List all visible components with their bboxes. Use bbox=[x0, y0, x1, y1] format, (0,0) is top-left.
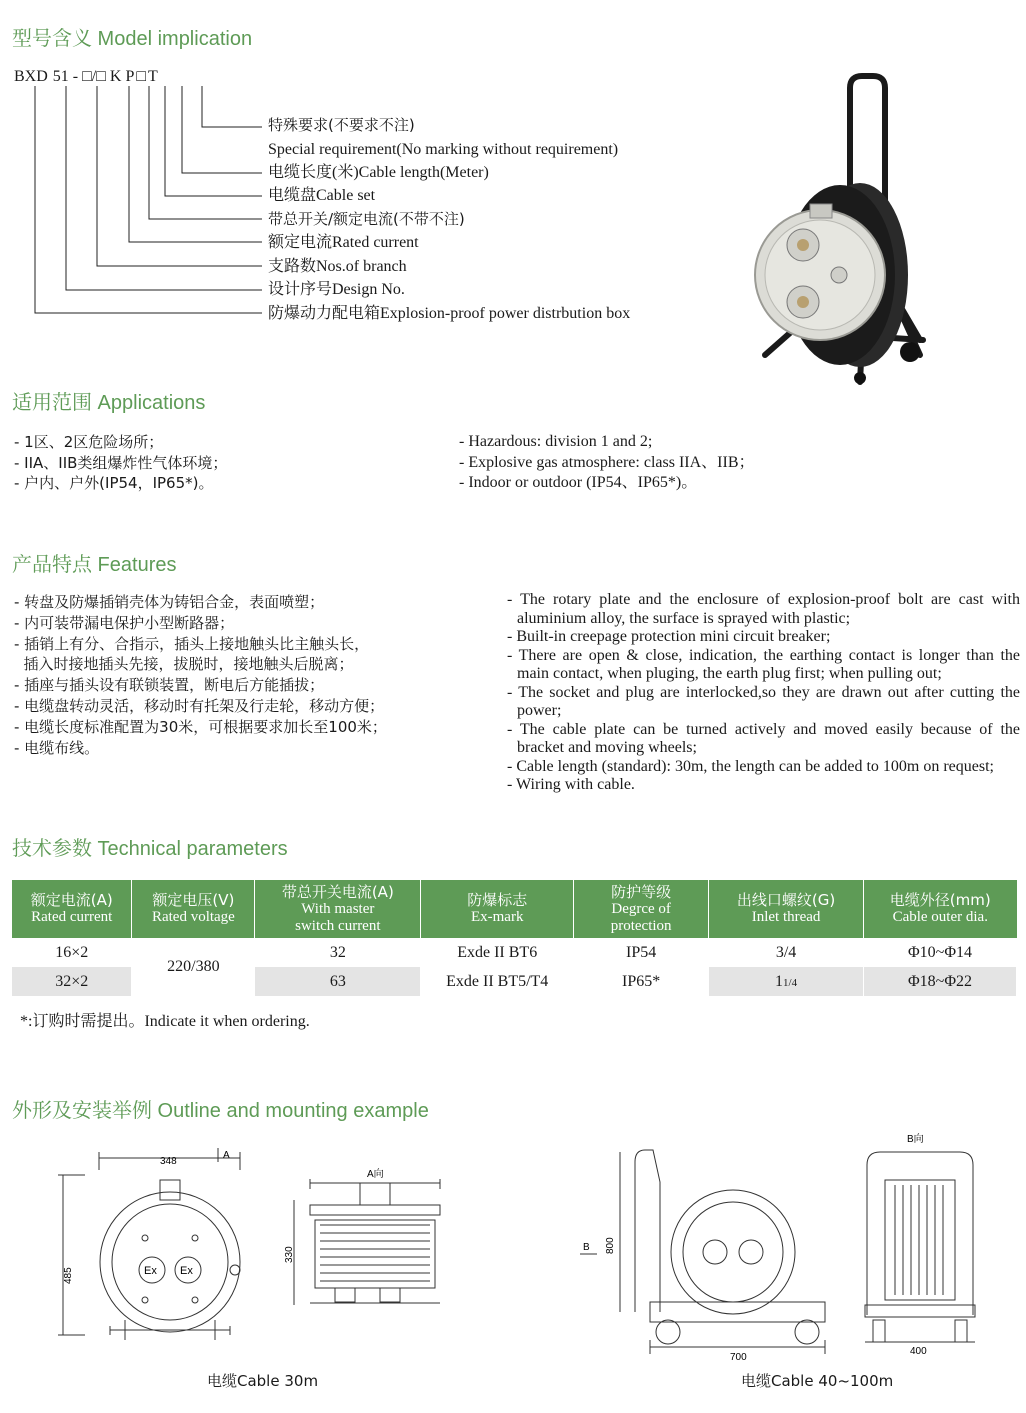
model-line-branch: 支路数Nos.of branch bbox=[268, 258, 407, 275]
cell-ip: IP65* bbox=[574, 967, 709, 996]
model-line-length: 电缆长度(米)Cable length(Meter) bbox=[268, 164, 489, 181]
features-en-item: - Cable length (standard): 30m, the length can be added to 100m on request; bbox=[507, 757, 994, 775]
header-rated-voltage: 额定电压(V) Rated voltage bbox=[132, 880, 255, 938]
coil-lines bbox=[895, 1185, 943, 1295]
features-cn bbox=[14, 592, 387, 758]
code-part: □ bbox=[96, 68, 106, 85]
cell-master: 63 bbox=[255, 967, 421, 996]
reel-coil-lines bbox=[320, 1225, 430, 1281]
drawing-trolley-side-b bbox=[855, 1130, 985, 1360]
label-a: A bbox=[223, 1150, 230, 1161]
cell-ex: Exde II BT5/T4 bbox=[421, 967, 574, 996]
drawing-front-view bbox=[55, 1140, 255, 1360]
cell-voltage: 220/380 bbox=[132, 938, 255, 996]
features-cn-item: - 电缆长度标准配置为30米，可根据要求加长至100米； bbox=[14, 717, 387, 736]
features-en-item: - Built-in creepage protection mini circuit breaker; bbox=[507, 628, 831, 645]
caption-cable-30m: 电缆Cable 30m bbox=[207, 1372, 319, 1390]
header-ex-mark: 防爆标志 Ex-mark bbox=[421, 880, 574, 938]
cell-dia: Φ10~Φ14 bbox=[864, 938, 1017, 967]
features-cn-item: - 插座与插头设有联锁装置，断电后方能插拔； bbox=[14, 676, 325, 695]
header-protection: 防护等级 Degrce of protection bbox=[574, 880, 709, 938]
features-en-item: - There are open & close, indication, the earthing contact is longer than the main contact, when pluging, the earth plug first; when pulling out; bbox=[507, 646, 1020, 682]
features-cn-item: - 插销上有分、合指示，插头上接地触头比主触头长， bbox=[14, 634, 370, 653]
model-line-design: 设计序号Design No. bbox=[268, 281, 405, 298]
code-part: □ bbox=[136, 68, 147, 85]
model-line-special: 特殊要求(不要求不注) bbox=[268, 116, 415, 134]
dim-348: 348 bbox=[160, 1156, 177, 1167]
features-en bbox=[507, 591, 1020, 795]
ex-mark-2: Ex bbox=[180, 1265, 193, 1277]
code-part: / bbox=[91, 68, 97, 85]
cell-ex: Exde II BT6 bbox=[421, 938, 574, 967]
section-title-outline: 外形及安装举例 Outline and mounting example bbox=[12, 1100, 429, 1122]
applications-en bbox=[459, 432, 755, 494]
table-row bbox=[12, 938, 1017, 967]
dim-330: 330 bbox=[284, 1246, 295, 1263]
cell-thread: 11/4 bbox=[709, 967, 864, 996]
dim-800: 800 bbox=[605, 1237, 616, 1254]
code-part: T bbox=[148, 68, 158, 85]
features-en-item: - Wiring with cable. bbox=[507, 776, 635, 793]
model-connector-lines bbox=[0, 0, 280, 330]
cell-dia: Φ18~Φ22 bbox=[864, 967, 1017, 996]
cell-ip: IP54 bbox=[574, 938, 709, 967]
header-master-switch: 带总开关电流(A) With master switch current bbox=[255, 880, 421, 938]
ex-mark-1: Ex bbox=[144, 1265, 157, 1277]
section-title-features: 产品特点 Features bbox=[12, 554, 177, 576]
applications-en-item: - Indoor or outdoor (IP54、IP65*)。 bbox=[459, 474, 698, 491]
label-b: B bbox=[583, 1242, 590, 1253]
features-en-item: - The socket and plug are interlocked,so they are drawn out after cutting the power; bbox=[507, 683, 1020, 719]
drawing-trolley-front bbox=[575, 1142, 845, 1362]
section-title-technical: 技术参数 Technical parameters bbox=[12, 838, 288, 860]
model-line-master: 带总开关/额定电流(不带不注) bbox=[268, 210, 465, 228]
cell-current: 32×2 bbox=[12, 967, 132, 996]
label-b-dir: B向 bbox=[907, 1134, 924, 1145]
model-line-special-en: Special requirement(No marking without requirement) bbox=[268, 141, 619, 158]
features-cn-item: - 电缆盘转动灵活，移动时有托架及行走轮，移动方便； bbox=[14, 696, 385, 715]
cable-reel-photo bbox=[745, 70, 945, 390]
dim-485: 485 bbox=[63, 1267, 74, 1284]
applications-en-item: - Hazardous: division 1 and 2; bbox=[459, 433, 653, 450]
applications-cn bbox=[14, 432, 227, 494]
applications-cn-item: - 户内、户外(IP54，IP65*)。 bbox=[14, 474, 214, 492]
header-inlet-thread: 出线口螺纹(G) Inlet thread bbox=[709, 880, 864, 938]
dim-700: 700 bbox=[730, 1352, 747, 1362]
dim-400: 400 bbox=[910, 1346, 927, 1357]
code-part: 51 bbox=[52, 68, 69, 85]
model-line-rated: 额定电流Rated current bbox=[268, 234, 419, 251]
code-part: BXD bbox=[14, 68, 48, 85]
section-title-applications: 适用范围 Applications bbox=[12, 392, 206, 414]
header-rated-current: 额定电流(A) Rated current bbox=[12, 880, 132, 938]
features-cn-item: 插入时接地插头先接，拔脱时，接地触头后脱离； bbox=[14, 655, 354, 674]
applications-cn-item: - IIA、IIB类组爆炸性气体环境； bbox=[14, 453, 228, 472]
features-en-item: - The rotary plate and the enclosure of explosion-proof bolt are cast with aluminium alloy, the surface is sprayed with plastic; bbox=[507, 591, 1020, 627]
features-cn-item: - 电缆布线。 bbox=[14, 738, 100, 757]
cell-master: 32 bbox=[255, 938, 421, 967]
drawing-side-view-a bbox=[280, 1165, 460, 1325]
features-cn-item: - 转盘及防爆插销壳体为铸铝合金，表面喷塑； bbox=[14, 593, 325, 611]
label-a-dir: A向 bbox=[367, 1169, 384, 1180]
features-cn-item: - 内可装带漏电保护小型断路器； bbox=[14, 613, 235, 632]
features-en-item: - The cable plate can be turned actively and moved easily because of the bracket and moving wheels; bbox=[507, 720, 1020, 756]
code-part: - bbox=[72, 68, 79, 85]
code-part: P bbox=[125, 68, 135, 85]
caption-cable-40-100m: 电缆Cable 40~100m bbox=[741, 1372, 894, 1390]
technical-params-table bbox=[12, 880, 1017, 996]
model-line-box: 防爆动力配电箱Explosion-proof power distrbution box bbox=[268, 305, 631, 322]
code-part: □ bbox=[82, 68, 92, 85]
cell-thread: 3/4 bbox=[709, 938, 864, 967]
applications-cn-item: - 1区、2区危险场所； bbox=[14, 433, 164, 451]
order-note: *:订购时需提出。Indicate it when ordering. bbox=[20, 1013, 310, 1030]
cell-current: 16×2 bbox=[12, 938, 132, 967]
model-line-cableset: 电缆盘Cable set bbox=[268, 187, 376, 204]
section-title-model: 型号含义 Model implication bbox=[12, 28, 253, 50]
applications-en-item: - Explosive gas atmosphere: class IIA、IIB； bbox=[459, 453, 755, 471]
header-cable-dia: 电缆外径(mm) Cable outer dia. bbox=[864, 880, 1017, 938]
code-part: K bbox=[109, 68, 122, 85]
table-header-row bbox=[12, 880, 1017, 938]
